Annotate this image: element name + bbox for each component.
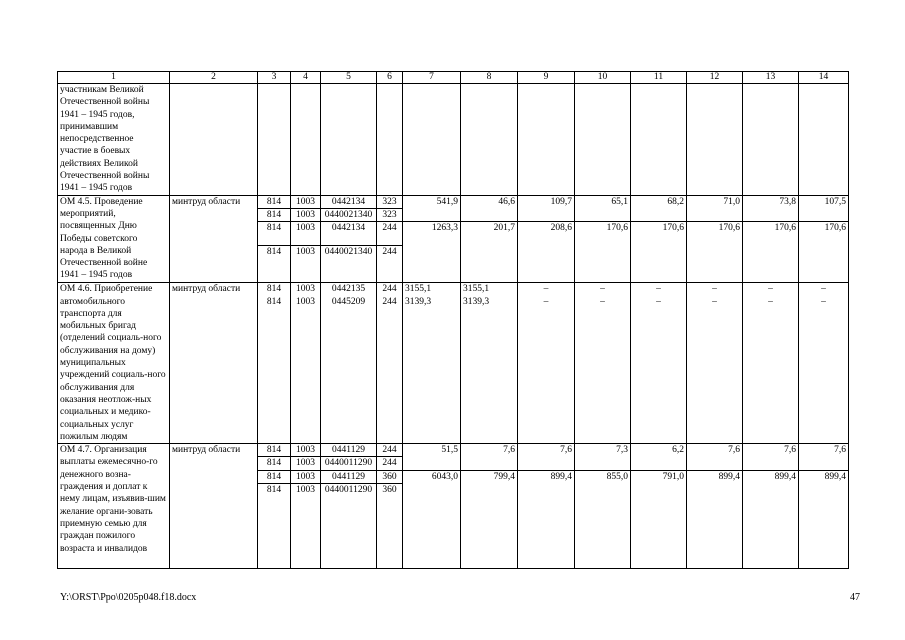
table-cell: 814	[258, 484, 291, 569]
table-cell: 7,6	[518, 444, 575, 471]
col-header: 11	[631, 72, 687, 84]
table-row	[58, 283, 849, 296]
table-cell: 73,8	[743, 195, 799, 222]
col-header: 9	[518, 72, 575, 84]
table-cell: 0440011290	[321, 457, 377, 470]
table-cell: –	[743, 296, 799, 444]
table-cell: 814	[258, 222, 291, 246]
table-cell: 0442134	[321, 222, 377, 246]
table-cell: 855,0	[575, 470, 631, 568]
table-row	[58, 444, 849, 457]
table-cell: 107,5	[799, 195, 849, 222]
table-cell: 1003	[291, 444, 321, 457]
table-cell: 7,6	[461, 444, 518, 471]
table-cell: –	[743, 283, 799, 296]
page-number: 47	[850, 592, 860, 603]
table-cell: 3155,1	[403, 283, 461, 296]
table-cell: 0442135	[321, 283, 377, 296]
table-cell: –	[799, 283, 849, 296]
executor: минтруд области	[170, 195, 258, 283]
table-cell: 170,6	[799, 222, 849, 283]
col-header: 3	[258, 72, 291, 84]
table-cell: 899,4	[799, 470, 849, 568]
table-cell: 244	[377, 246, 403, 283]
table-cell: 1003	[291, 195, 321, 208]
table-cell: 71,0	[687, 195, 743, 222]
header-row	[58, 72, 849, 84]
table-cell: 244	[377, 222, 403, 246]
table-cell: 208,6	[518, 222, 575, 283]
table-cell: –	[631, 296, 687, 444]
table-cell: 1003	[291, 296, 321, 444]
table-cell: 814	[258, 246, 291, 283]
table-cell: 814	[258, 283, 291, 296]
table-cell: 799,4	[461, 470, 518, 568]
col-header: 13	[743, 72, 799, 84]
table-row	[58, 84, 849, 196]
table-cell: 6043,0	[403, 470, 461, 568]
table-cell: 541,9	[403, 195, 461, 222]
table-cell: 6,2	[631, 444, 687, 471]
table-cell: 1003	[291, 283, 321, 296]
col-header: 5	[321, 72, 377, 84]
table-cell: 814	[258, 195, 291, 208]
col-header: 6	[377, 72, 403, 84]
table-cell: 3139,3	[403, 296, 461, 444]
table-cell: 0440011290	[321, 484, 377, 569]
table-cell: 1003	[291, 457, 321, 470]
table-cell: 244	[377, 444, 403, 457]
table-cell: –	[631, 283, 687, 296]
table-cell: 0441129	[321, 444, 377, 457]
col-header: 14	[799, 72, 849, 84]
table-cell: 3139,3	[461, 296, 518, 444]
table-cell: 1003	[291, 208, 321, 221]
table-cell: 323	[377, 208, 403, 221]
table-cell: 201,7	[461, 222, 518, 283]
table-cell: 814	[258, 470, 291, 483]
table-cell: 814	[258, 444, 291, 457]
table-cell: 899,4	[518, 470, 575, 568]
table-cell: 899,4	[687, 470, 743, 568]
col-header: 2	[170, 72, 258, 84]
col-header: 8	[461, 72, 518, 84]
table-cell: –	[687, 296, 743, 444]
table-cell: 814	[258, 457, 291, 470]
measure-name: участникам Великой Отечественной войны 1941 – 1945 годов, принимавшим непосредственное участие в боевых действиях Великой Отечественной войны 1941 – 1945 годов	[58, 84, 170, 196]
table-cell: 109,7	[518, 195, 575, 222]
table-cell: 0442134	[321, 195, 377, 208]
table-cell: 791,0	[631, 470, 687, 568]
table-cell: 244	[377, 283, 403, 296]
table-cell: 814	[258, 296, 291, 444]
table-cell: 1003	[291, 222, 321, 246]
table-cell: 170,6	[743, 222, 799, 283]
table-cell: –	[518, 296, 575, 444]
table-cell: 170,6	[687, 222, 743, 283]
table-cell: 323	[377, 195, 403, 208]
table-cell: 7,6	[799, 444, 849, 471]
table-cell: 7,3	[575, 444, 631, 471]
table-cell: –	[799, 296, 849, 444]
measure-name: ОМ 4.5. Проведение мероприятий, посвященных Дню Победы советского народа в Великой Отечественной войне 1941 – 1945 годов	[58, 195, 170, 283]
table-cell: 899,4	[743, 470, 799, 568]
table-cell: 51,5	[403, 444, 461, 471]
measure-name: ОМ 4.6. Приобретение автомобильного транспорта для мобильных бригад (отделений социаль-ного обслуживания на дому) муниципальных учреждений социаль-ного обслуживания для оказания неотлож-ных социальных и медико-социальных услуг пожилым людям	[58, 283, 170, 444]
table-cell: 0441129	[321, 470, 377, 483]
table-cell: 1003	[291, 246, 321, 283]
table-cell: 244	[377, 296, 403, 444]
table-cell: 68,2	[631, 195, 687, 222]
file-path: Y:\ORST\Ppo\0205p048.f18.docx	[60, 592, 197, 603]
budget-table	[57, 71, 849, 569]
table-cell: 814	[258, 208, 291, 221]
col-header: 1	[58, 72, 170, 84]
table-cell: 0440021340	[321, 246, 377, 283]
table-cell: –	[687, 283, 743, 296]
table-cell: 1003	[291, 470, 321, 483]
table-cell: –	[575, 283, 631, 296]
col-header: 12	[687, 72, 743, 84]
table-cell: 7,6	[687, 444, 743, 471]
table-cell: 0445209	[321, 296, 377, 444]
table-cell: 1263,3	[403, 222, 461, 283]
col-header: 4	[291, 72, 321, 84]
executor: минтруд области	[170, 283, 258, 444]
table-cell: 3155,1	[461, 283, 518, 296]
executor: минтруд области	[170, 444, 258, 569]
table-cell: 0440021340	[321, 208, 377, 221]
table-cell: 7,6	[743, 444, 799, 471]
table-cell: –	[518, 283, 575, 296]
table-cell: 46,6	[461, 195, 518, 222]
measure-name: ОМ 4.7. Организация выплаты ежемесячно-го денежного возна-граждения и доплат к нему лицам, изъявив-шим желание органи-зовать приемную семью для граждан пожилого возраста и инвалидов	[58, 444, 170, 569]
table-cell: 360	[377, 484, 403, 569]
table-cell: –	[575, 296, 631, 444]
table-cell: 65,1	[575, 195, 631, 222]
table-cell: 170,6	[575, 222, 631, 283]
table-row	[58, 195, 849, 208]
col-header: 10	[575, 72, 631, 84]
col-header: 7	[403, 72, 461, 84]
table-cell: 244	[377, 457, 403, 470]
table-cell: 170,6	[631, 222, 687, 283]
table-cell: 360	[377, 470, 403, 483]
table-cell: 1003	[291, 484, 321, 569]
